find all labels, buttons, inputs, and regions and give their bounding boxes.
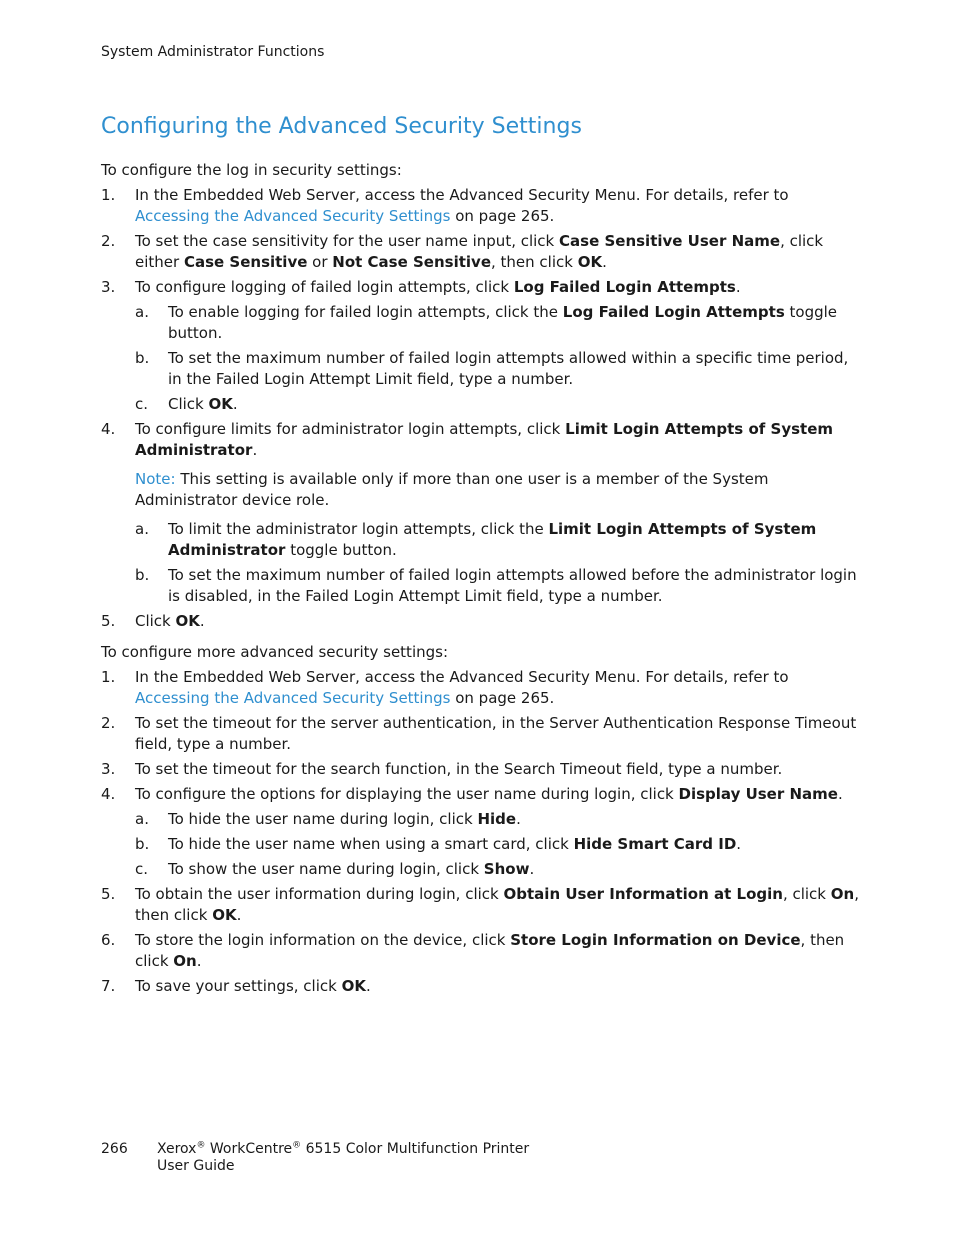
steps-list-advanced [101,667,861,997]
substep-text [168,834,861,855]
page-title: Configuring the Advanced Security Settings [101,114,582,139]
step-text [135,759,861,780]
substep-letter: b. [135,349,150,367]
substep-letter: c. [135,395,149,413]
footer-brand: Xerox [157,1141,197,1157]
ui-term: Log Failed Login Attempts [513,278,736,296]
step-number: 4. [101,420,116,438]
step-number: 7. [101,977,116,995]
step-text-run: . [735,278,741,296]
substep-text [168,809,861,830]
step-text-run: Click [135,612,176,630]
substep-text [168,519,861,561]
ui-term: On [173,952,197,970]
cross-reference-link[interactable]: Accessing the Advanced Security Settings [135,689,451,707]
substep-item [135,809,861,830]
footer-product-name: WorkCentre [205,1141,293,1157]
step-text-run: To configure the options for displaying the user name during login, click [135,785,679,803]
ui-term: OK [175,612,200,630]
step-text-run: on page 265. [450,689,555,707]
step-text-run: , then click [135,885,859,924]
ui-term: Hide Smart Card ID [573,835,737,853]
step-text-run: To set the maximum number of failed login attempts allowed within a specific time period, in the Failed Login Attempt Limit field, type a number. [168,349,849,388]
step-item [101,611,861,632]
step-text-run: To obtain the user information during login, click [135,885,504,903]
ui-term: Case Sensitive User Name [559,232,781,250]
step-number: 5. [101,612,116,630]
ui-term: Show [483,860,530,878]
step-item [101,784,861,880]
step-text-run: toggle button. [168,303,838,342]
step-number: 4. [101,785,116,803]
ui-term: Log Failed Login Attempts [562,303,785,321]
step-text [135,419,861,461]
step-text-run: or [307,253,333,271]
step-item [101,185,861,227]
step-text-run: . [232,395,238,413]
ui-term: Store Login Information on Device [510,931,801,949]
substep-item [135,348,861,390]
step-item [101,277,861,415]
step-text-run: , then click [491,253,578,271]
step-text [135,277,861,298]
step-number: 1. [101,186,116,204]
step-number: 5. [101,885,116,903]
step-item [101,419,861,607]
step-text-run: To store the login information on the device, click [135,931,511,949]
substep-letter: a. [135,810,149,828]
step-text-run: , click either [135,232,824,271]
step-text [135,930,861,972]
registered-mark: ® [196,1140,206,1151]
step-text [135,667,861,709]
ui-term: Limit Login Attempts of System Administrator [168,520,817,559]
step-item [101,884,861,926]
step-text-run: . [837,785,843,803]
step-text-run: , then click [135,931,845,970]
substep-item [135,565,861,607]
step-text-run: To show the user name during login, click [168,860,484,878]
step-item [101,667,861,709]
ui-term: On [830,885,855,903]
step-text [135,784,861,805]
footer-model: 6515 Color Multifunction Printer [301,1141,530,1157]
section-intro-advanced: To configure more advanced security settings: [101,643,449,661]
ui-term: Limit Login Attempts of System Administrator [135,420,833,459]
substep-letter: b. [135,566,150,584]
ui-term: Display User Name [678,785,838,803]
substeps-list [135,302,861,415]
step-text-run: . [736,835,742,853]
step-text-run: on page 265. [450,207,555,225]
step-text-run: To set the maximum number of failed login attempts allowed before the administrator login is disabled, in the Failed Login Attempt Limit field, type a number. [168,566,857,605]
step-text-run: To configure logging of failed login attempts, click [135,278,514,296]
step-text [135,231,861,273]
note-text: This setting is available only if more than one user is a member of the System Administrator device role. [135,470,769,509]
substep-letter: a. [135,520,149,538]
step-text-run: . [199,612,205,630]
step-text-run: To hide the user name during login, click [168,810,478,828]
substep-item [135,519,861,561]
step-item [101,976,861,997]
step-number: 3. [101,760,116,778]
ui-term: Case Sensitive [183,253,308,271]
ui-term: Not Case Sensitive [332,253,491,271]
step-text-run: To configure limits for administrator login attempts, click [135,420,566,438]
ui-term: OK [212,906,237,924]
step-text-run: To set the case sensitivity for the user name input, click [135,232,560,250]
step-text [135,713,861,755]
step-text-run: . [602,253,607,271]
main-content [101,160,861,1001]
substep-text [168,565,861,607]
step-text-run: In the Embedded Web Server, access the Advanced Security Menu. For details, refer to [135,668,789,686]
substep-item [135,394,861,415]
step-text-run: . [516,810,521,828]
step-text-run: To set the timeout for the server authentication, in the Server Authentication Response Timeout field, type a number. [135,714,857,753]
step-item [101,930,861,972]
steps-list-login [101,185,861,632]
step-item [101,231,861,273]
ui-term: OK [341,977,366,995]
step-text-run: . [252,441,258,459]
substep-item [135,302,861,344]
substep-letter: c. [135,860,149,878]
substeps-list [135,519,861,607]
running-header: System Administrator Functions [101,44,325,60]
step-text-run: . [236,906,242,924]
substep-text [168,348,861,390]
ui-term: Obtain User Information at Login [503,885,783,903]
substep-item [135,834,861,855]
substep-text [168,859,861,880]
step-text-run: . [196,952,202,970]
step-text [135,185,861,227]
step-number: 3. [101,278,116,296]
step-text-run: To set the timeout for the search function, in the Search Timeout field, type a number. [135,760,783,778]
registered-mark: ® [292,1140,302,1151]
page-number: 266 [101,1141,128,1157]
ui-term: OK [577,253,603,271]
footer-product [157,1141,529,1175]
substep-item [135,859,861,880]
step-text-run: To limit the administrator login attempts, click the [168,520,549,538]
step-text-run: To hide the user name when using a smart card, click [168,835,574,853]
note [135,469,861,511]
substep-letter: a. [135,303,149,321]
substep-text [168,394,861,415]
step-number: 6. [101,931,116,949]
step-number: 1. [101,668,116,686]
step-text-run: . [529,860,535,878]
note-label: Note: [135,470,176,488]
step-text-run: , click [782,885,831,903]
ui-term: OK [208,395,233,413]
step-text-run: To enable logging for failed login attempts, click the [168,303,563,321]
substeps-list [135,809,861,880]
step-text-run: To save your settings, click [135,977,342,995]
section-intro-login: To configure the log in security settings: [101,161,402,179]
step-item [101,713,861,755]
step-number: 2. [101,714,116,732]
step-text [135,976,861,997]
step-text-run: Click [168,395,209,413]
step-text-run: In the Embedded Web Server, access the Advanced Security Menu. For details, refer to [135,186,789,204]
step-text [135,884,861,926]
substep-text [168,302,861,344]
step-item [101,759,861,780]
cross-reference-link[interactable]: Accessing the Advanced Security Settings [135,207,451,225]
step-text [135,611,861,632]
step-number: 2. [101,232,116,250]
ui-term: Hide [477,810,517,828]
substep-letter: b. [135,835,150,853]
step-text-run: toggle button. [285,541,397,559]
footer-guide: User Guide [157,1158,235,1174]
step-text-run: . [365,977,371,995]
